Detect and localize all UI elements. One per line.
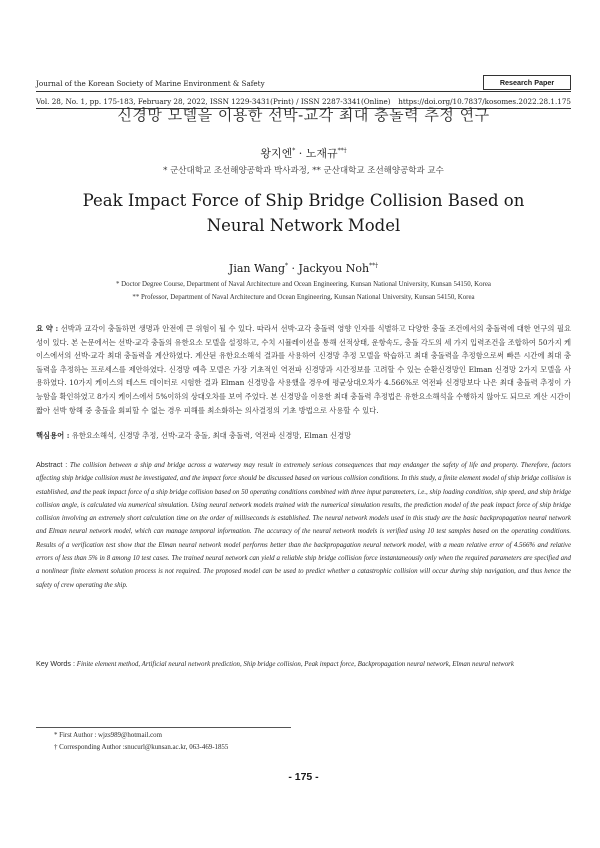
korean-title: 신경망 모델을 이용한 선박-교각 최대 충돌력 추정 연구 — [117, 106, 490, 124]
doi-link[interactable]: https://doi.org/10.7837/kosomes.2022.28.1.175 — [398, 97, 571, 106]
english-title-line-2: Neural Network Model — [206, 216, 401, 235]
korean-author-2: 노재규 — [305, 147, 338, 160]
author-mark: * — [292, 147, 296, 155]
footnote-rule — [36, 727, 291, 728]
author-mark: **† — [337, 147, 347, 155]
english-keywords-text: Finite element method, Artificial neural network prediction, Ship bridge collision, Peak impact force, Backpropagation neural network, Elman neural network — [76, 661, 514, 668]
korean-keywords — [36, 431, 571, 441]
english-authors — [36, 262, 571, 275]
english-abstract-text: The collision between a ship and bridge across a waterway may result in extremely serious consequences that may endanger the safety of life and property. Therefore, factors affecting ship bridge collision must be investigated, and the impact force should be discussed based on various collision conditions. In this study, a finite element model of ship bridge collision is established, and the peak impact force of a ship bridge collision based on 50 operating conditions combined with three input parameters, i.e., ship loading condition, ship speed, and ship bridge collision angle, is calculated via numerical simulation. Using neural network models trained with the numerical simulation results, the prediction model of the peak impact force of ship bridge collision involving an extremely short calculation time on the order of milliseconds is established. The neural network models used in this study are the basic backpropagation neural network and Elman neural network model, which can manage temporal information. The accuracy of the neural network models is verified using 10 test samples based on the operating conditions. Results of a verification test show that the Elman neural network model performs better than the backpropagation neural network model, with a mean relative error of 4.566% and relative errors of less than 5% in 8 among 10 test cases. The trained neural network can yield a reliable ship bridge collision force instantaneously only when the required parameters are specified and a nonlinear finite element solution process is not required. The proposed model can be used to predict whether a catastrophic collision will occur during ship navigation, and thus hence the safety of crew operating the ship. — [36, 462, 571, 589]
english-author-1: Jian Wang — [228, 262, 286, 275]
page-number: - 175 - — [288, 771, 319, 783]
english-abstract-label: Abstract : — [36, 460, 68, 469]
korean-affiliation: * 군산대학교 조선해양공학과 박사과정, ** 군산대학교 조선해양공학과 교수 — [163, 166, 444, 176]
author-mark: * — [285, 262, 289, 270]
journal-name: Journal of the Korean Society of Marine Environment & Safety — [36, 79, 265, 88]
korean-author-1: 왕지엔 — [260, 147, 293, 160]
korean-keywords-text: 유한요소해석, 신경망 추정, 선박-교각 충돌, 최대 충돌력, 역전파 신경망, Elman 신경망 — [71, 431, 352, 440]
footnote-corresponding-author: † Corresponding Author :snucurl@kunsan.ac.kr, 063-469-1855 — [54, 744, 229, 751]
korean-authors — [36, 145, 571, 161]
english-keywords-label: Key Words : — [36, 659, 76, 668]
author-mark: **† — [369, 262, 379, 270]
korean-abstract-text: 선박과 교각이 충돌하면 생명과 안전에 큰 위험이 될 수 있다. 따라서 선박-교각 충돌력 영향 인자를 식별하고 다양한 충돌 조건에서의 충돌력에 대한 연구의 필요성이 있다. 본 논문에서는 선박-교각 충돌의 유한요소 모델을 설정하고, 수치 시뮬레이션을 통해 선적상태, 운항속도, 충돌 각도의 세 가지 입력조건을 조합하여 50가지 케이스에서의 선박-교각 최대 충돌력을 계산하였다. 계산된 유한요소해석 결과를 사용하여 신경망 추정 모델을 학습하고 최대 충돌력을 추정함으로써 빠른 시간에 최대 충돌력을 추정하는 프로세스를 제안하였다. 신경망 예측 모델은 가장 기초적인 역전파 신경망과 시간정보를 고려할 수 있는 순환신경망인 Elman 신경망 2가지 모델을 사용하였다. 10가지 케이스의 테스트 데이터로 시험한 결과 Elman 신경망을 사용했을 경우에 평균상대오차가 4.566%로 역전파 신경망보다 나은 최대 충돌력 추정이 가능함을 확인하였고 8가지 케이스에서 5%이하의 상대오차를 보여 주었다. 본 신경망을 이용한 최대 충돌력 추정법은 유한요소해석을 수행하지 않아도 되므로 계산 시간이 짧아 선박 항해 중 충돌을 회피할 수 없는 경우 피해를 최소화하는 의사결정의 기초 방법으로 사용할 수 있다. — [36, 324, 571, 415]
english-keywords — [36, 657, 571, 671]
english-title — [60, 188, 547, 238]
english-author-2: Jackyou Noh — [298, 262, 370, 275]
volume-info: Vol. 28, No. 1, pp. 175-183, February 28, 2022, ISSN 1229-3431(Print) / ISSN 2287-3341(Online) — [36, 97, 391, 106]
english-affiliation-2: ** Professor, Department of Naval Architecture and Ocean Engineering, Kunsan National University, Kunsan 54150, Korea — [132, 294, 475, 301]
english-affiliation-1: * Doctor Degree Course, Department of Naval Architecture and Ocean Engineering, Kunsan National University, Kunsan 54150, Korea — [116, 281, 491, 288]
korean-abstract-label: 요 약 : — [36, 324, 59, 333]
footnote-first-author: * First Author : wjzs989@hotmail.com — [54, 732, 162, 739]
article-type-badge: Research Paper — [483, 75, 571, 90]
author-separator: · — [288, 262, 299, 275]
korean-abstract — [36, 322, 571, 417]
english-abstract — [36, 458, 571, 592]
english-title-line-1: Peak Impact Force of Ship Bridge Collision Based on — [82, 191, 525, 210]
header-rule-top — [36, 91, 571, 92]
author-separator: · — [295, 147, 306, 160]
korean-keywords-label: 핵심용어 : — [36, 431, 70, 440]
